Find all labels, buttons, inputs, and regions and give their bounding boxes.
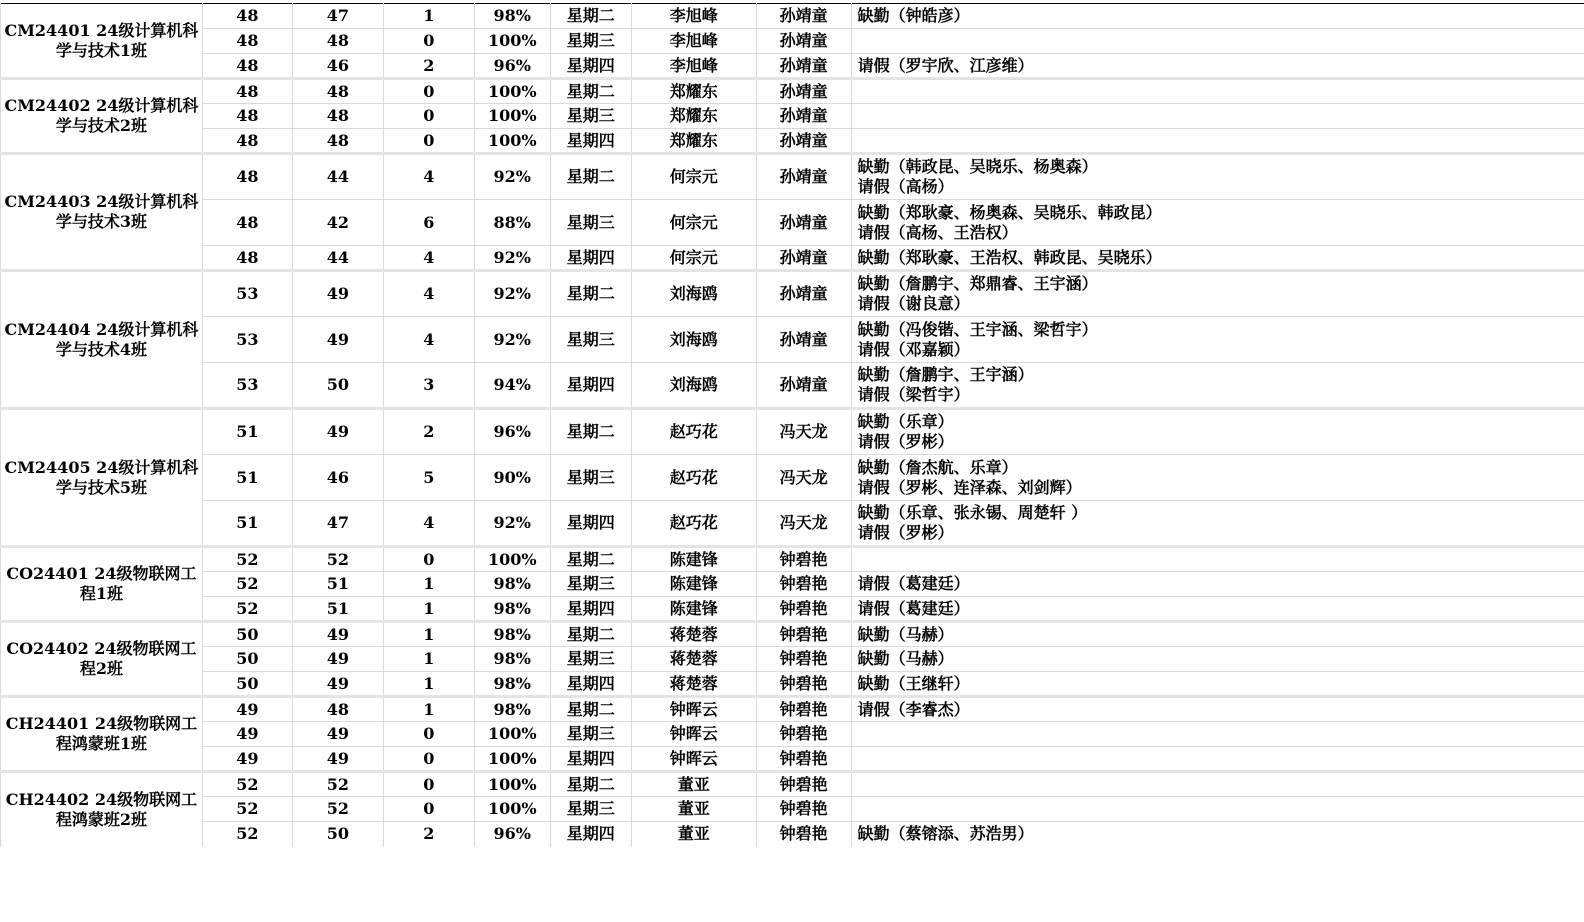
table-row (1, 246, 1584, 271)
weekday-cell[interactable]: 星期四 (550, 672, 631, 697)
present-count-cell[interactable]: 46 (292, 54, 383, 79)
remarks-cell[interactable] (851, 647, 1584, 672)
present-count-cell[interactable]: 49 (292, 722, 383, 747)
counselor-cell[interactable]: 孙靖童 (756, 29, 851, 54)
counselor-cell[interactable]: 钟碧艳 (756, 647, 851, 672)
remarks-cell[interactable] (851, 697, 1584, 722)
present-count-cell[interactable]: 49 (292, 672, 383, 697)
weekday-cell[interactable]: 星期三 (550, 455, 631, 501)
teacher-cell[interactable]: 钟晖云 (631, 722, 756, 747)
counselor-cell[interactable]: 孙靖童 (756, 54, 851, 79)
present-count-cell[interactable]: 50 (292, 822, 383, 847)
remark-line: 缺勤（乐章、张永锡、周楚轩 ） (857, 503, 1088, 522)
class-name-cell[interactable]: CH24402 24级物联网工程鸿蒙班2班 (1, 772, 203, 847)
table-row (1, 672, 1584, 697)
attendance-rate-cell[interactable]: 100% (474, 104, 550, 129)
counselor-cell[interactable]: 冯天龙 (756, 409, 851, 455)
remarks-cell[interactable] (851, 54, 1584, 79)
remarks-cell[interactable] (851, 4, 1584, 29)
counselor-cell[interactable]: 钟碧艳 (756, 747, 851, 772)
class-name-cell[interactable]: CM24401 24级计算机科学与技术1班 (1, 4, 203, 79)
total-count-cell[interactable]: 50 (202, 622, 292, 647)
weekday-cell[interactable]: 星期二 (550, 154, 631, 200)
remarks-cell[interactable] (851, 822, 1584, 847)
total-count-cell[interactable]: 51 (202, 501, 292, 547)
counselor-cell[interactable]: 冯天龙 (756, 501, 851, 547)
present-count-cell[interactable]: 52 (292, 547, 383, 572)
remarks-cell[interactable] (851, 246, 1584, 271)
class-name-cell[interactable]: CM24402 24级计算机科学与技术2班 (1, 79, 203, 154)
weekday-cell[interactable]: 星期四 (550, 246, 631, 271)
class-name-cell[interactable]: CM24403 24级计算机科学与技术3班 (1, 154, 203, 271)
teacher-cell[interactable]: 赵巧花 (631, 501, 756, 547)
counselor-cell[interactable]: 钟碧艳 (756, 672, 851, 697)
class-group (1, 697, 1584, 772)
remark-line: 缺勤（韩政昆、吴晓乐、杨奥森） (857, 157, 1098, 176)
attendance-rate-cell[interactable]: 100% (474, 547, 550, 572)
counselor-cell[interactable]: 孙靖童 (756, 200, 851, 246)
attendance-rate-cell[interactable]: 98% (474, 647, 550, 672)
present-count-cell[interactable]: 42 (292, 200, 383, 246)
total-count-cell[interactable]: 51 (202, 455, 292, 501)
teacher-cell[interactable]: 钟晖云 (631, 747, 756, 772)
remarks-cell[interactable] (851, 622, 1584, 647)
total-count-cell[interactable]: 50 (202, 672, 292, 697)
present-count-cell[interactable]: 48 (292, 29, 383, 54)
weekday-cell[interactable]: 星期四 (550, 747, 631, 772)
remarks-cell[interactable] (851, 772, 1584, 797)
weekday-cell[interactable]: 星期二 (550, 271, 631, 317)
table-row (1, 154, 1584, 200)
remark-line: 缺勤（蔡镕添、苏浩男） (857, 824, 1034, 844)
absent-count-cell[interactable]: 0 (383, 797, 474, 822)
teacher-cell[interactable]: 何宗元 (631, 154, 756, 200)
remarks-cell[interactable] (851, 455, 1584, 501)
teacher-cell[interactable]: 赵巧花 (631, 455, 756, 501)
present-count-cell[interactable]: 44 (292, 154, 383, 200)
weekday-cell[interactable]: 星期四 (550, 129, 631, 154)
weekday-cell[interactable]: 星期二 (550, 547, 631, 572)
total-count-cell[interactable]: 52 (202, 597, 292, 622)
teacher-cell[interactable]: 蒋楚蓉 (631, 647, 756, 672)
present-count-cell[interactable]: 47 (292, 4, 383, 29)
weekday-cell[interactable]: 星期三 (550, 797, 631, 822)
weekday-cell[interactable]: 星期二 (550, 772, 631, 797)
attendance-table (0, 3, 1584, 847)
attendance-rate-cell[interactable]: 98% (474, 622, 550, 647)
class-name-cell[interactable]: CM24404 24级计算机科学与技术4班 (1, 271, 203, 409)
remarks-cell[interactable] (851, 409, 1584, 455)
total-count-cell[interactable]: 48 (202, 29, 292, 54)
total-count-cell[interactable]: 49 (202, 697, 292, 722)
absent-count-cell[interactable]: 1 (383, 572, 474, 597)
weekday-cell[interactable]: 星期三 (550, 572, 631, 597)
present-count-cell[interactable]: 51 (292, 597, 383, 622)
absent-count-cell[interactable]: 3 (383, 363, 474, 409)
absent-count-cell[interactable]: 0 (383, 29, 474, 54)
remarks-cell[interactable] (851, 79, 1584, 104)
weekday-cell[interactable]: 星期二 (550, 697, 631, 722)
remark-line: 请假（罗彬、连泽森、刘剑辉） (857, 477, 1082, 497)
class-group (1, 409, 1584, 547)
counselor-cell[interactable]: 孙靖童 (756, 271, 851, 317)
table-row (1, 104, 1584, 129)
counselor-cell[interactable]: 钟碧艳 (756, 822, 851, 847)
attendance-rate-cell[interactable]: 92% (474, 271, 550, 317)
counselor-cell[interactable]: 钟碧艳 (756, 547, 851, 572)
counselor-cell[interactable]: 孙靖童 (756, 129, 851, 154)
absent-count-cell[interactable]: 0 (383, 722, 474, 747)
table-row (1, 697, 1584, 722)
weekday-cell[interactable]: 星期三 (550, 317, 631, 363)
table-row (1, 129, 1584, 154)
table-row (1, 722, 1584, 747)
attendance-rate-cell[interactable]: 92% (474, 154, 550, 200)
remarks-cell[interactable] (851, 597, 1584, 622)
attendance-rate-cell[interactable]: 88% (474, 200, 550, 246)
total-count-cell[interactable]: 48 (202, 79, 292, 104)
absent-count-cell[interactable]: 0 (383, 104, 474, 129)
total-count-cell[interactable]: 52 (202, 572, 292, 597)
remarks-cell[interactable] (851, 501, 1584, 547)
absent-count-cell[interactable]: 4 (383, 501, 474, 547)
remark-line: 请假（罗宇欣、江彦维） (857, 55, 1034, 75)
class-group (1, 772, 1584, 847)
class-name-cell[interactable]: CM24405 24级计算机科学与技术5班 (1, 409, 203, 547)
weekday-cell[interactable]: 星期四 (550, 597, 631, 622)
total-count-cell[interactable]: 48 (202, 129, 292, 154)
attendance-rate-cell[interactable]: 100% (474, 772, 550, 797)
present-count-cell[interactable]: 49 (292, 409, 383, 455)
teacher-cell[interactable]: 郑耀东 (631, 104, 756, 129)
remark-line: 请假（梁哲宇） (857, 385, 970, 404)
absent-count-cell[interactable]: 1 (383, 672, 474, 697)
teacher-cell[interactable]: 李旭峰 (631, 4, 756, 29)
table-row (1, 409, 1584, 455)
counselor-cell[interactable]: 钟碧艳 (756, 597, 851, 622)
attendance-rate-cell[interactable]: 100% (474, 747, 550, 772)
class-name-cell[interactable]: CO24401 24级物联网工程1班 (1, 547, 203, 622)
teacher-cell[interactable]: 何宗元 (631, 200, 756, 246)
absent-count-cell[interactable]: 0 (383, 772, 474, 797)
present-count-cell[interactable]: 52 (292, 797, 383, 822)
present-count-cell[interactable]: 50 (292, 363, 383, 409)
table-row (1, 822, 1584, 847)
counselor-cell[interactable]: 钟碧艳 (756, 697, 851, 722)
absent-count-cell[interactable]: 0 (383, 547, 474, 572)
absent-count-cell[interactable]: 1 (383, 622, 474, 647)
present-count-cell[interactable]: 49 (292, 317, 383, 363)
counselor-cell[interactable]: 钟碧艳 (756, 772, 851, 797)
present-count-cell[interactable]: 49 (292, 747, 383, 772)
counselor-cell[interactable]: 钟碧艳 (756, 572, 851, 597)
remark-line: 请假（高杨） (857, 177, 954, 196)
weekday-cell[interactable]: 星期三 (550, 104, 631, 129)
class-name-cell[interactable]: CO24402 24级物联网工程2班 (1, 622, 203, 697)
weekday-cell[interactable]: 星期四 (550, 54, 631, 79)
attendance-rate-cell[interactable]: 96% (474, 409, 550, 455)
remarks-cell[interactable] (851, 271, 1584, 317)
remarks-cell[interactable] (851, 317, 1584, 363)
total-count-cell[interactable]: 48 (202, 246, 292, 271)
remark-line: 缺勤（郑耿豪、杨奥森、吴晓乐、韩政昆） (857, 202, 1162, 222)
remark-line: 缺勤（冯俊锴、王宇涵、梁哲宇） (857, 319, 1098, 339)
remarks-cell[interactable] (851, 722, 1584, 747)
absent-count-cell[interactable]: 0 (383, 129, 474, 154)
weekday-cell[interactable]: 星期四 (550, 501, 631, 547)
teacher-cell[interactable]: 蒋楚蓉 (631, 672, 756, 697)
weekday-cell[interactable]: 星期四 (550, 363, 631, 409)
teacher-cell[interactable]: 刘海鸥 (631, 271, 756, 317)
teacher-cell[interactable]: 陈建锋 (631, 572, 756, 597)
attendance-rate-cell[interactable]: 100% (474, 797, 550, 822)
total-count-cell[interactable]: 49 (202, 747, 292, 772)
weekday-cell[interactable]: 星期二 (550, 4, 631, 29)
table-row (1, 572, 1584, 597)
remark-line: 请假（谢良意） (857, 294, 970, 313)
total-count-cell[interactable]: 52 (202, 772, 292, 797)
present-count-cell[interactable]: 52 (292, 772, 383, 797)
teacher-cell[interactable]: 赵巧花 (631, 409, 756, 455)
attendance-rate-cell[interactable]: 92% (474, 501, 550, 547)
remarks-cell[interactable] (851, 104, 1584, 129)
absent-count-cell[interactable]: 1 (383, 647, 474, 672)
weekday-cell[interactable]: 星期三 (550, 200, 631, 246)
table-row (1, 547, 1584, 572)
weekday-cell[interactable]: 星期三 (550, 29, 631, 54)
class-group (1, 271, 1584, 409)
counselor-cell[interactable]: 孙靖童 (756, 246, 851, 271)
teacher-cell[interactable]: 李旭峰 (631, 54, 756, 79)
remarks-cell[interactable] (851, 572, 1584, 597)
remarks-cell[interactable] (851, 747, 1584, 772)
teacher-cell[interactable]: 刘海鸥 (631, 363, 756, 409)
remark-line: 缺勤（乐章） (857, 412, 954, 431)
class-group (1, 79, 1584, 154)
attendance-rate-cell[interactable]: 98% (474, 597, 550, 622)
counselor-cell[interactable]: 孙靖童 (756, 154, 851, 200)
remarks-cell[interactable] (851, 29, 1584, 54)
absent-count-cell[interactable]: 4 (383, 317, 474, 363)
absent-count-cell[interactable]: 4 (383, 154, 474, 200)
class-name-cell[interactable]: CH24401 24级物联网工程鸿蒙班1班 (1, 697, 203, 772)
attendance-rate-cell[interactable]: 98% (474, 572, 550, 597)
table-row (1, 501, 1584, 547)
weekday-cell[interactable]: 星期二 (550, 622, 631, 647)
present-count-cell[interactable]: 48 (292, 104, 383, 129)
class-group (1, 547, 1584, 622)
attendance-rate-cell[interactable]: 94% (474, 363, 550, 409)
total-count-cell[interactable]: 52 (202, 797, 292, 822)
teacher-cell[interactable]: 郑耀东 (631, 79, 756, 104)
attendance-rate-cell[interactable]: 100% (474, 29, 550, 54)
teacher-cell[interactable]: 董亚 (631, 772, 756, 797)
attendance-rate-cell[interactable]: 98% (474, 4, 550, 29)
weekday-cell[interactable]: 星期三 (550, 647, 631, 672)
teacher-cell[interactable]: 董亚 (631, 822, 756, 847)
remark-line: 请假（高杨、王浩权） (857, 222, 1018, 242)
total-count-cell[interactable]: 52 (202, 822, 292, 847)
teacher-cell[interactable]: 董亚 (631, 797, 756, 822)
teacher-cell[interactable]: 郑耀东 (631, 129, 756, 154)
table-row (1, 797, 1584, 822)
present-count-cell[interactable]: 44 (292, 246, 383, 271)
table-row (1, 772, 1584, 797)
present-count-cell[interactable]: 51 (292, 572, 383, 597)
absent-count-cell[interactable]: 6 (383, 200, 474, 246)
present-count-cell[interactable]: 48 (292, 79, 383, 104)
weekday-cell[interactable]: 星期二 (550, 79, 631, 104)
remark-line: 缺勤（钟皓彦） (857, 6, 970, 25)
weekday-cell[interactable]: 星期三 (550, 722, 631, 747)
total-count-cell[interactable]: 48 (202, 200, 292, 246)
table-row (1, 597, 1584, 622)
table-row (1, 747, 1584, 772)
remark-line: 请假（李睿杰） (857, 699, 970, 719)
absent-count-cell[interactable]: 2 (383, 409, 474, 455)
remark-line: 缺勤（王继轩） (857, 673, 970, 693)
total-count-cell[interactable]: 50 (202, 647, 292, 672)
absent-count-cell[interactable]: 2 (383, 54, 474, 79)
attendance-rate-cell[interactable]: 100% (474, 79, 550, 104)
class-group (1, 154, 1584, 271)
total-count-cell[interactable]: 53 (202, 271, 292, 317)
counselor-cell[interactable]: 孙靖童 (756, 363, 851, 409)
remarks-cell[interactable] (851, 129, 1584, 154)
absent-count-cell[interactable]: 1 (383, 597, 474, 622)
remark-line: 缺勤（马赫） (857, 649, 954, 668)
weekday-cell[interactable]: 星期四 (550, 822, 631, 847)
remark-line: 请假（邓嘉颖） (857, 339, 970, 359)
present-count-cell[interactable]: 48 (292, 129, 383, 154)
remarks-cell[interactable] (851, 200, 1584, 246)
total-count-cell[interactable]: 48 (202, 154, 292, 200)
remark-line: 请假（罗彬） (857, 432, 954, 451)
remarks-cell[interactable] (851, 363, 1584, 409)
present-count-cell[interactable]: 49 (292, 271, 383, 317)
absent-count-cell[interactable]: 4 (383, 246, 474, 271)
teacher-cell[interactable]: 陈建锋 (631, 547, 756, 572)
table-row (1, 29, 1584, 54)
absent-count-cell[interactable]: 4 (383, 271, 474, 317)
class-group (1, 4, 1584, 79)
absent-count-cell[interactable]: 5 (383, 455, 474, 501)
counselor-cell[interactable]: 孙靖童 (756, 104, 851, 129)
counselor-cell[interactable]: 钟碧艳 (756, 797, 851, 822)
remark-line: 请假（葛建廷） (857, 574, 970, 593)
teacher-cell[interactable]: 钟晖云 (631, 697, 756, 722)
teacher-cell[interactable]: 李旭峰 (631, 29, 756, 54)
remark-line: 请假（罗彬） (857, 523, 954, 542)
table-row (1, 622, 1584, 647)
table-row (1, 455, 1584, 501)
absent-count-cell[interactable]: 1 (383, 697, 474, 722)
remarks-cell[interactable] (851, 672, 1584, 697)
attendance-rate-cell[interactable]: 96% (474, 54, 550, 79)
teacher-cell[interactable]: 蒋楚蓉 (631, 622, 756, 647)
table-row (1, 363, 1584, 409)
table-row (1, 79, 1584, 104)
attendance-rate-cell[interactable]: 92% (474, 246, 550, 271)
present-count-cell[interactable]: 49 (292, 647, 383, 672)
total-count-cell[interactable]: 53 (202, 317, 292, 363)
attendance-rate-cell[interactable]: 96% (474, 822, 550, 847)
table-row (1, 4, 1584, 29)
teacher-cell[interactable]: 何宗元 (631, 246, 756, 271)
table-row (1, 200, 1584, 246)
attendance-rate-cell[interactable]: 92% (474, 317, 550, 363)
remark-line: 缺勤（马赫） (857, 624, 954, 644)
attendance-rate-cell[interactable]: 98% (474, 697, 550, 722)
counselor-cell[interactable]: 冯天龙 (756, 455, 851, 501)
attendance-rate-cell[interactable]: 98% (474, 672, 550, 697)
counselor-cell[interactable]: 孙靖童 (756, 4, 851, 29)
total-count-cell[interactable]: 51 (202, 409, 292, 455)
remarks-cell[interactable] (851, 547, 1584, 572)
total-count-cell[interactable]: 48 (202, 104, 292, 129)
counselor-cell[interactable]: 钟碧艳 (756, 722, 851, 747)
remark-line: 缺勤（詹鹏宇、王宇涵） (857, 365, 1034, 384)
counselor-cell[interactable]: 钟碧艳 (756, 622, 851, 647)
present-count-cell[interactable]: 49 (292, 622, 383, 647)
total-count-cell[interactable]: 49 (202, 722, 292, 747)
absent-count-cell[interactable]: 0 (383, 747, 474, 772)
remarks-cell[interactable] (851, 154, 1584, 200)
total-count-cell[interactable]: 53 (202, 363, 292, 409)
total-count-cell[interactable]: 48 (202, 54, 292, 79)
absent-count-cell[interactable]: 1 (383, 4, 474, 29)
remarks-cell[interactable] (851, 797, 1584, 822)
remark-line: 请假（葛建廷） (857, 598, 970, 618)
table-row (1, 317, 1584, 363)
remark-line: 缺勤（詹鹏宇、郑鼎睿、王宇涵） (857, 274, 1098, 293)
absent-count-cell[interactable]: 0 (383, 79, 474, 104)
present-count-cell[interactable]: 46 (292, 455, 383, 501)
table-row (1, 647, 1584, 672)
counselor-cell[interactable]: 孙靖童 (756, 317, 851, 363)
present-count-cell[interactable]: 48 (292, 697, 383, 722)
attendance-rate-cell[interactable]: 90% (474, 455, 550, 501)
attendance-rate-cell[interactable]: 100% (474, 129, 550, 154)
weekday-cell[interactable]: 星期二 (550, 409, 631, 455)
counselor-cell[interactable]: 孙靖童 (756, 79, 851, 104)
remark-line: 缺勤（詹杰航、乐章） (857, 457, 1018, 477)
class-group (1, 622, 1584, 697)
total-count-cell[interactable]: 52 (202, 547, 292, 572)
absent-count-cell[interactable]: 2 (383, 822, 474, 847)
attendance-rate-cell[interactable]: 100% (474, 722, 550, 747)
table-row (1, 54, 1584, 79)
teacher-cell[interactable]: 刘海鸥 (631, 317, 756, 363)
total-count-cell[interactable]: 48 (202, 4, 292, 29)
teacher-cell[interactable]: 陈建锋 (631, 597, 756, 622)
present-count-cell[interactable]: 47 (292, 501, 383, 547)
table-row (1, 271, 1584, 317)
remark-line: 缺勤（郑耿豪、王浩权、韩政昆、吴晓乐） (857, 247, 1162, 267)
